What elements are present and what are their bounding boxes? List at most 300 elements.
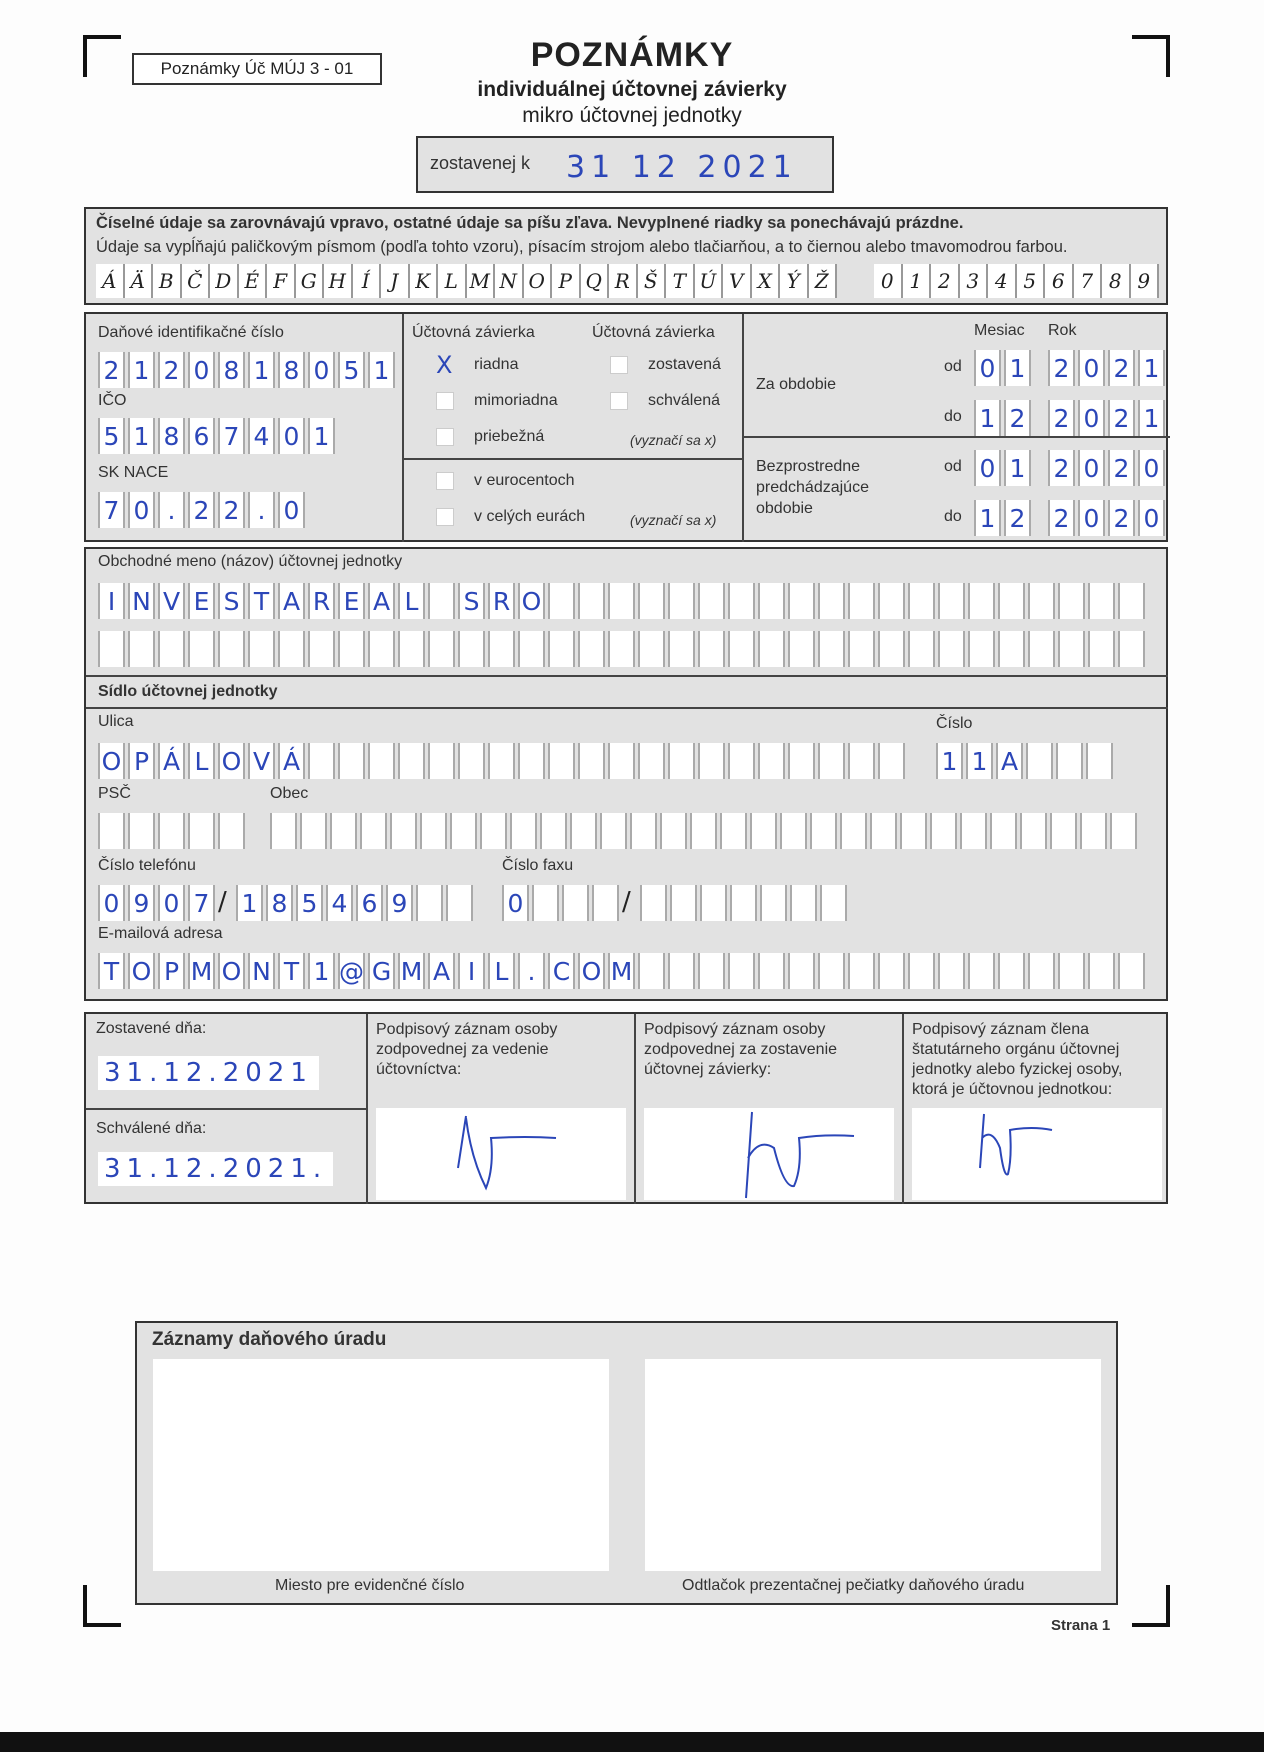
input-cell[interactable] bbox=[690, 813, 717, 849]
input-cell[interactable] bbox=[700, 885, 727, 921]
input-cell[interactable]: 1 bbox=[974, 500, 1001, 536]
checkbox-approved[interactable] bbox=[610, 392, 628, 410]
input-cell[interactable] bbox=[188, 631, 215, 667]
input-cell[interactable] bbox=[158, 813, 185, 849]
input-cell[interactable] bbox=[308, 743, 335, 779]
input-cell[interactable] bbox=[698, 953, 725, 989]
input-cell[interactable]: Á bbox=[158, 743, 185, 779]
prev-period-label-1: Bezprostredne bbox=[756, 458, 861, 475]
input-cell[interactable]: 2 bbox=[1048, 400, 1075, 436]
input-cell[interactable] bbox=[720, 813, 747, 849]
input-cell[interactable]: 0 bbox=[188, 352, 215, 388]
input-cell[interactable]: I bbox=[458, 953, 485, 989]
input-cell[interactable] bbox=[938, 631, 965, 667]
input-cell[interactable] bbox=[446, 885, 473, 921]
phone-field[interactable] bbox=[236, 885, 473, 921]
input-cell[interactable] bbox=[548, 743, 575, 779]
input-cell[interactable]: A bbox=[428, 953, 455, 989]
input-cell[interactable] bbox=[248, 631, 275, 667]
input-cell[interactable] bbox=[758, 953, 785, 989]
input-cell[interactable] bbox=[308, 631, 335, 667]
input-cell[interactable]: 0 bbox=[974, 450, 1001, 486]
statement-header-2: Účtovná závierka bbox=[592, 324, 715, 341]
input-cell[interactable] bbox=[510, 813, 537, 849]
input-cell[interactable] bbox=[532, 885, 559, 921]
input-cell[interactable] bbox=[416, 885, 443, 921]
input-cell[interactable]: 0 bbox=[128, 492, 155, 528]
input-cell[interactable]: 0 bbox=[98, 885, 125, 921]
input-cell[interactable] bbox=[158, 631, 185, 667]
input-cell[interactable] bbox=[338, 631, 365, 667]
input-cell[interactable] bbox=[908, 953, 935, 989]
input-cell[interactable] bbox=[488, 631, 515, 667]
input-cell[interactable]: S bbox=[218, 583, 245, 619]
input-cell[interactable] bbox=[300, 813, 327, 849]
input-cell[interactable]: 0 bbox=[1078, 450, 1105, 486]
input-cell[interactable]: G bbox=[368, 953, 395, 989]
input-cell[interactable]: 6 bbox=[356, 885, 383, 921]
input-cell[interactable] bbox=[1118, 953, 1145, 989]
tax-office-section bbox=[135, 1321, 1118, 1605]
input-cell[interactable] bbox=[1028, 953, 1055, 989]
input-cell[interactable] bbox=[578, 583, 605, 619]
input-cell[interactable] bbox=[878, 583, 905, 619]
input-cell[interactable] bbox=[518, 743, 545, 779]
input-cell[interactable] bbox=[788, 953, 815, 989]
input-cell[interactable] bbox=[998, 953, 1025, 989]
input-cell[interactable] bbox=[218, 813, 245, 849]
input-cell[interactable]: O bbox=[218, 953, 245, 989]
input-cell[interactable] bbox=[638, 631, 665, 667]
input-cell[interactable] bbox=[788, 743, 815, 779]
input-cell[interactable] bbox=[968, 953, 995, 989]
input-cell[interactable] bbox=[540, 813, 567, 849]
input-cell[interactable]: 1 bbox=[236, 885, 263, 921]
input-cell[interactable] bbox=[1110, 813, 1137, 849]
input-cell[interactable] bbox=[998, 631, 1025, 667]
city-field[interactable] bbox=[270, 813, 1137, 849]
input-cell[interactable] bbox=[698, 743, 725, 779]
input-cell[interactable]: 9 bbox=[386, 885, 413, 921]
input-cell[interactable] bbox=[728, 583, 755, 619]
input-cell[interactable] bbox=[668, 583, 695, 619]
input-cell[interactable] bbox=[578, 743, 605, 779]
input-cell[interactable]: S bbox=[458, 583, 485, 619]
input-cell[interactable]: 2 bbox=[1108, 400, 1135, 436]
input-cell[interactable]: 8 bbox=[158, 418, 185, 454]
input-cell[interactable]: 2 bbox=[1004, 400, 1031, 436]
input-cell[interactable]: @ bbox=[338, 953, 365, 989]
input-cell[interactable] bbox=[1086, 743, 1113, 779]
input-cell[interactable]: 0 bbox=[158, 885, 185, 921]
sample-character: P bbox=[552, 264, 581, 298]
input-cell[interactable]: A bbox=[368, 583, 395, 619]
input-cell[interactable] bbox=[368, 631, 395, 667]
input-cell[interactable] bbox=[960, 813, 987, 849]
input-cell[interactable]: 0 bbox=[1138, 500, 1165, 536]
input-cell[interactable] bbox=[938, 583, 965, 619]
input-cell[interactable] bbox=[638, 743, 665, 779]
input-cell[interactable]: 2 bbox=[158, 352, 185, 388]
input-cell[interactable] bbox=[390, 813, 417, 849]
input-cell[interactable] bbox=[670, 885, 697, 921]
input-cell[interactable] bbox=[458, 631, 485, 667]
input-cell[interactable]: 4 bbox=[326, 885, 353, 921]
input-cell[interactable]: M bbox=[398, 953, 425, 989]
nace-label: SK NACE bbox=[98, 464, 169, 481]
input-cell[interactable] bbox=[1118, 583, 1145, 619]
input-cell[interactable] bbox=[818, 631, 845, 667]
input-cell[interactable]: C bbox=[548, 953, 575, 989]
input-cell[interactable] bbox=[98, 631, 125, 667]
input-cell[interactable] bbox=[728, 743, 755, 779]
prev-from-year[interactable] bbox=[1048, 450, 1165, 486]
input-cell[interactable] bbox=[480, 813, 507, 849]
input-cell[interactable]: 0 bbox=[1078, 500, 1105, 536]
tax-id-field[interactable] bbox=[98, 352, 395, 388]
input-cell[interactable] bbox=[938, 953, 965, 989]
input-cell[interactable] bbox=[98, 813, 125, 849]
input-cell[interactable]: . bbox=[158, 492, 185, 528]
input-cell[interactable] bbox=[608, 743, 635, 779]
current-from-month[interactable] bbox=[974, 350, 1031, 386]
input-cell[interactable]: 1 bbox=[936, 743, 963, 779]
input-cell[interactable] bbox=[818, 743, 845, 779]
input-cell[interactable]: 1 bbox=[368, 352, 395, 388]
to-label: do bbox=[944, 408, 962, 425]
input-cell[interactable] bbox=[368, 743, 395, 779]
input-cell[interactable] bbox=[668, 953, 695, 989]
input-cell[interactable] bbox=[420, 813, 447, 849]
input-cell[interactable] bbox=[848, 631, 875, 667]
input-cell[interactable] bbox=[1088, 631, 1115, 667]
input-cell[interactable] bbox=[570, 813, 597, 849]
prev-to-month[interactable] bbox=[974, 500, 1031, 536]
input-cell[interactable]: 2 bbox=[1048, 450, 1075, 486]
phone-prefix-field[interactable] bbox=[98, 885, 215, 921]
input-cell[interactable] bbox=[758, 631, 785, 667]
input-cell[interactable]: 7 bbox=[98, 492, 125, 528]
input-cell[interactable] bbox=[428, 631, 455, 667]
input-cell[interactable] bbox=[750, 813, 777, 849]
input-cell[interactable]: 0 bbox=[1078, 350, 1105, 386]
input-cell[interactable]: 1 bbox=[1004, 350, 1031, 386]
input-cell[interactable]: R bbox=[308, 583, 335, 619]
input-cell[interactable] bbox=[548, 631, 575, 667]
input-cell[interactable]: . bbox=[518, 953, 545, 989]
input-cell[interactable]: 5 bbox=[338, 352, 365, 388]
input-cell[interactable]: 1 bbox=[128, 352, 155, 388]
input-cell[interactable] bbox=[188, 813, 215, 849]
input-cell[interactable]: 0 bbox=[502, 885, 529, 921]
input-cell[interactable]: O bbox=[98, 743, 125, 779]
input-cell[interactable] bbox=[398, 631, 425, 667]
input-cell[interactable] bbox=[878, 631, 905, 667]
input-cell[interactable]: 2 bbox=[1048, 500, 1075, 536]
sample-character: F bbox=[267, 264, 296, 298]
input-cell[interactable]: I bbox=[98, 583, 125, 619]
input-cell[interactable]: E bbox=[188, 583, 215, 619]
input-cell[interactable] bbox=[908, 583, 935, 619]
input-cell[interactable] bbox=[878, 953, 905, 989]
signature-1-area[interactable] bbox=[376, 1108, 626, 1200]
input-cell[interactable]: 2 bbox=[188, 492, 215, 528]
input-cell[interactable] bbox=[698, 631, 725, 667]
input-cell[interactable] bbox=[790, 885, 817, 921]
input-cell[interactable]: 2 bbox=[1108, 450, 1135, 486]
fax-field[interactable] bbox=[640, 885, 847, 921]
input-cell[interactable] bbox=[848, 953, 875, 989]
input-cell[interactable]: O bbox=[578, 953, 605, 989]
input-cell[interactable] bbox=[458, 743, 485, 779]
input-cell[interactable] bbox=[600, 813, 627, 849]
input-cell[interactable] bbox=[810, 813, 837, 849]
input-cell[interactable] bbox=[608, 583, 635, 619]
input-cell[interactable]: 8 bbox=[278, 352, 305, 388]
input-cell[interactable] bbox=[998, 583, 1025, 619]
input-cell[interactable]: 1 bbox=[1138, 400, 1165, 436]
input-cell[interactable] bbox=[1088, 953, 1115, 989]
input-cell[interactable]: . bbox=[248, 492, 275, 528]
input-cell[interactable]: M bbox=[608, 953, 635, 989]
input-cell[interactable] bbox=[608, 631, 635, 667]
prev-to-year[interactable] bbox=[1048, 500, 1165, 536]
sample-character: 8 bbox=[1102, 264, 1131, 298]
input-cell[interactable]: P bbox=[128, 743, 155, 779]
sample-character: 3 bbox=[960, 264, 989, 298]
current-to-year[interactable] bbox=[1048, 400, 1165, 436]
input-cell[interactable] bbox=[878, 743, 905, 779]
input-cell[interactable] bbox=[128, 813, 155, 849]
input-cell[interactable] bbox=[1118, 631, 1145, 667]
input-cell[interactable] bbox=[398, 743, 425, 779]
input-cell[interactable] bbox=[1058, 583, 1085, 619]
input-cell[interactable] bbox=[218, 631, 245, 667]
input-cell[interactable]: A bbox=[996, 743, 1023, 779]
compiled-on-date[interactable]: 31.12.2021 bbox=[98, 1056, 319, 1090]
street-field[interactable] bbox=[98, 743, 905, 779]
input-cell[interactable] bbox=[518, 631, 545, 667]
input-cell[interactable]: 2 bbox=[218, 492, 245, 528]
input-cell[interactable] bbox=[488, 743, 515, 779]
input-cell[interactable]: 8 bbox=[218, 352, 245, 388]
input-cell[interactable]: 1 bbox=[248, 352, 275, 388]
input-cell[interactable] bbox=[730, 885, 757, 921]
input-cell[interactable] bbox=[820, 885, 847, 921]
input-cell[interactable] bbox=[760, 885, 787, 921]
input-cell[interactable] bbox=[270, 813, 297, 849]
nace-field[interactable] bbox=[98, 492, 305, 528]
input-cell[interactable] bbox=[1026, 743, 1053, 779]
input-cell[interactable] bbox=[330, 813, 357, 849]
input-cell[interactable] bbox=[818, 583, 845, 619]
input-cell[interactable] bbox=[728, 631, 755, 667]
input-cell[interactable] bbox=[968, 631, 995, 667]
checkbox-interim[interactable] bbox=[436, 428, 454, 446]
bottom-scan-edge bbox=[0, 1732, 1264, 1752]
number-field[interactable] bbox=[936, 743, 1113, 779]
input-cell[interactable] bbox=[758, 583, 785, 619]
company-name-row-1[interactable] bbox=[98, 583, 1145, 619]
input-cell[interactable]: 0 bbox=[1138, 450, 1165, 486]
input-cell[interactable]: 1 bbox=[966, 743, 993, 779]
input-cell[interactable] bbox=[668, 631, 695, 667]
input-cell[interactable] bbox=[668, 743, 695, 779]
input-cell[interactable]: A bbox=[278, 583, 305, 619]
input-cell[interactable] bbox=[818, 953, 845, 989]
signature-2-area[interactable] bbox=[644, 1108, 894, 1200]
input-cell[interactable]: 0 bbox=[308, 352, 335, 388]
sample-character: 4 bbox=[988, 264, 1017, 298]
input-cell[interactable]: 0 bbox=[278, 418, 305, 454]
psc-field[interactable] bbox=[98, 813, 245, 849]
input-cell[interactable]: 1 bbox=[1004, 450, 1031, 486]
current-from-year[interactable] bbox=[1048, 350, 1165, 386]
sample-character: X bbox=[752, 264, 781, 298]
input-cell[interactable]: N bbox=[128, 583, 155, 619]
input-cell[interactable] bbox=[450, 813, 477, 849]
input-cell[interactable] bbox=[728, 953, 755, 989]
input-cell[interactable]: Á bbox=[278, 743, 305, 779]
current-to-month[interactable] bbox=[974, 400, 1031, 436]
input-cell[interactable]: L bbox=[188, 743, 215, 779]
input-cell[interactable]: M bbox=[188, 953, 215, 989]
input-cell[interactable] bbox=[788, 583, 815, 619]
input-cell[interactable]: 0 bbox=[974, 350, 1001, 386]
input-cell[interactable]: 8 bbox=[266, 885, 293, 921]
input-cell[interactable]: V bbox=[158, 583, 185, 619]
signature-3-label: Podpisový záznam člena štatutárneho orgánu účtovnej jednotky alebo fyzickej osoby, ktorá je účtovnou jednotkou: bbox=[912, 1021, 1123, 1098]
input-cell[interactable] bbox=[908, 631, 935, 667]
input-cell[interactable] bbox=[840, 813, 867, 849]
input-cell[interactable] bbox=[1080, 813, 1107, 849]
input-cell[interactable]: O bbox=[128, 953, 155, 989]
signature-2 bbox=[644, 1108, 894, 1200]
input-cell[interactable]: 7 bbox=[188, 885, 215, 921]
input-cell[interactable]: 2 bbox=[1004, 500, 1031, 536]
input-cell[interactable]: 2 bbox=[1108, 500, 1135, 536]
input-cell[interactable]: 0 bbox=[1078, 400, 1105, 436]
company-name-row-2[interactable] bbox=[98, 631, 1145, 667]
input-cell[interactable]: 1 bbox=[308, 953, 335, 989]
input-cell[interactable] bbox=[128, 631, 155, 667]
input-cell[interactable]: O bbox=[518, 583, 545, 619]
input-cell[interactable] bbox=[638, 953, 665, 989]
input-cell[interactable]: O bbox=[218, 743, 245, 779]
input-cell[interactable] bbox=[870, 813, 897, 849]
input-cell[interactable]: T bbox=[98, 953, 125, 989]
evidence-number-area[interactable] bbox=[153, 1359, 609, 1571]
input-cell[interactable] bbox=[698, 583, 725, 619]
input-cell[interactable] bbox=[848, 583, 875, 619]
input-cell[interactable] bbox=[1028, 583, 1055, 619]
input-cell[interactable] bbox=[548, 583, 575, 619]
compiled-date[interactable]: 31 12 2021 bbox=[566, 150, 798, 185]
input-cell[interactable] bbox=[640, 885, 667, 921]
ico-field[interactable] bbox=[98, 418, 335, 454]
input-cell[interactable] bbox=[660, 813, 687, 849]
sample-character: Í bbox=[353, 264, 382, 298]
input-cell[interactable]: T bbox=[248, 583, 275, 619]
input-cell[interactable]: N bbox=[248, 953, 275, 989]
input-cell[interactable] bbox=[788, 631, 815, 667]
input-cell[interactable] bbox=[1058, 631, 1085, 667]
input-cell[interactable] bbox=[578, 631, 605, 667]
input-cell[interactable]: 1 bbox=[1138, 350, 1165, 386]
input-cell[interactable]: 5 bbox=[98, 418, 125, 454]
input-cell[interactable] bbox=[428, 743, 455, 779]
fax-prefix-field[interactable] bbox=[502, 885, 619, 921]
input-cell[interactable]: 7 bbox=[218, 418, 245, 454]
input-cell[interactable]: 1 bbox=[974, 400, 1001, 436]
approved-on-date[interactable]: 31.12.2021. bbox=[98, 1152, 333, 1186]
input-cell[interactable]: 1 bbox=[128, 418, 155, 454]
checkbox-eurocents[interactable] bbox=[436, 472, 454, 490]
checkbox-ordinary[interactable]: X bbox=[436, 351, 453, 379]
input-cell[interactable] bbox=[900, 813, 927, 849]
input-cell[interactable] bbox=[1020, 813, 1047, 849]
input-cell[interactable] bbox=[338, 743, 365, 779]
email-field[interactable] bbox=[98, 953, 1145, 989]
sample-character: 5 bbox=[1017, 264, 1046, 298]
input-cell[interactable] bbox=[1088, 583, 1115, 619]
input-cell[interactable]: 5 bbox=[296, 885, 323, 921]
prev-from-month[interactable] bbox=[974, 450, 1031, 486]
input-cell[interactable]: 9 bbox=[128, 885, 155, 921]
input-cell[interactable] bbox=[562, 885, 589, 921]
input-cell[interactable]: R bbox=[488, 583, 515, 619]
input-cell[interactable]: V bbox=[248, 743, 275, 779]
input-cell[interactable]: L bbox=[488, 953, 515, 989]
input-cell[interactable] bbox=[592, 885, 619, 921]
input-cell[interactable] bbox=[968, 583, 995, 619]
input-cell[interactable] bbox=[930, 813, 957, 849]
input-cell[interactable]: E bbox=[338, 583, 365, 619]
input-cell[interactable] bbox=[428, 583, 455, 619]
input-cell[interactable] bbox=[780, 813, 807, 849]
input-cell[interactable]: P bbox=[158, 953, 185, 989]
input-cell[interactable] bbox=[1028, 631, 1055, 667]
input-cell[interactable] bbox=[638, 583, 665, 619]
input-cell[interactable] bbox=[1050, 813, 1077, 849]
checkbox-extraordinary[interactable] bbox=[436, 392, 454, 410]
compiled-on-label: Zostavené dňa: bbox=[96, 1020, 207, 1037]
input-cell[interactable] bbox=[278, 631, 305, 667]
checkbox-whole-euros[interactable] bbox=[436, 508, 454, 526]
input-cell[interactable] bbox=[360, 813, 387, 849]
input-cell[interactable]: 2 bbox=[1108, 350, 1135, 386]
input-cell[interactable] bbox=[990, 813, 1017, 849]
signature-3-area[interactable] bbox=[912, 1108, 1162, 1200]
stamp-area[interactable] bbox=[645, 1359, 1101, 1571]
input-cell[interactable]: 4 bbox=[248, 418, 275, 454]
input-cell[interactable]: L bbox=[398, 583, 425, 619]
prev-to-label: do bbox=[944, 508, 962, 525]
input-cell[interactable] bbox=[1058, 953, 1085, 989]
input-cell[interactable]: 1 bbox=[308, 418, 335, 454]
input-cell[interactable] bbox=[758, 743, 785, 779]
input-cell[interactable]: 6 bbox=[188, 418, 215, 454]
input-cell[interactable] bbox=[1056, 743, 1083, 779]
input-cell[interactable]: T bbox=[278, 953, 305, 989]
sample-character: H bbox=[324, 264, 353, 298]
input-cell[interactable] bbox=[848, 743, 875, 779]
input-cell[interactable]: 2 bbox=[98, 352, 125, 388]
input-cell[interactable]: 0 bbox=[278, 492, 305, 528]
input-cell[interactable]: 2 bbox=[1048, 350, 1075, 386]
input-cell[interactable] bbox=[630, 813, 657, 849]
checkbox-compiled[interactable] bbox=[610, 356, 628, 374]
